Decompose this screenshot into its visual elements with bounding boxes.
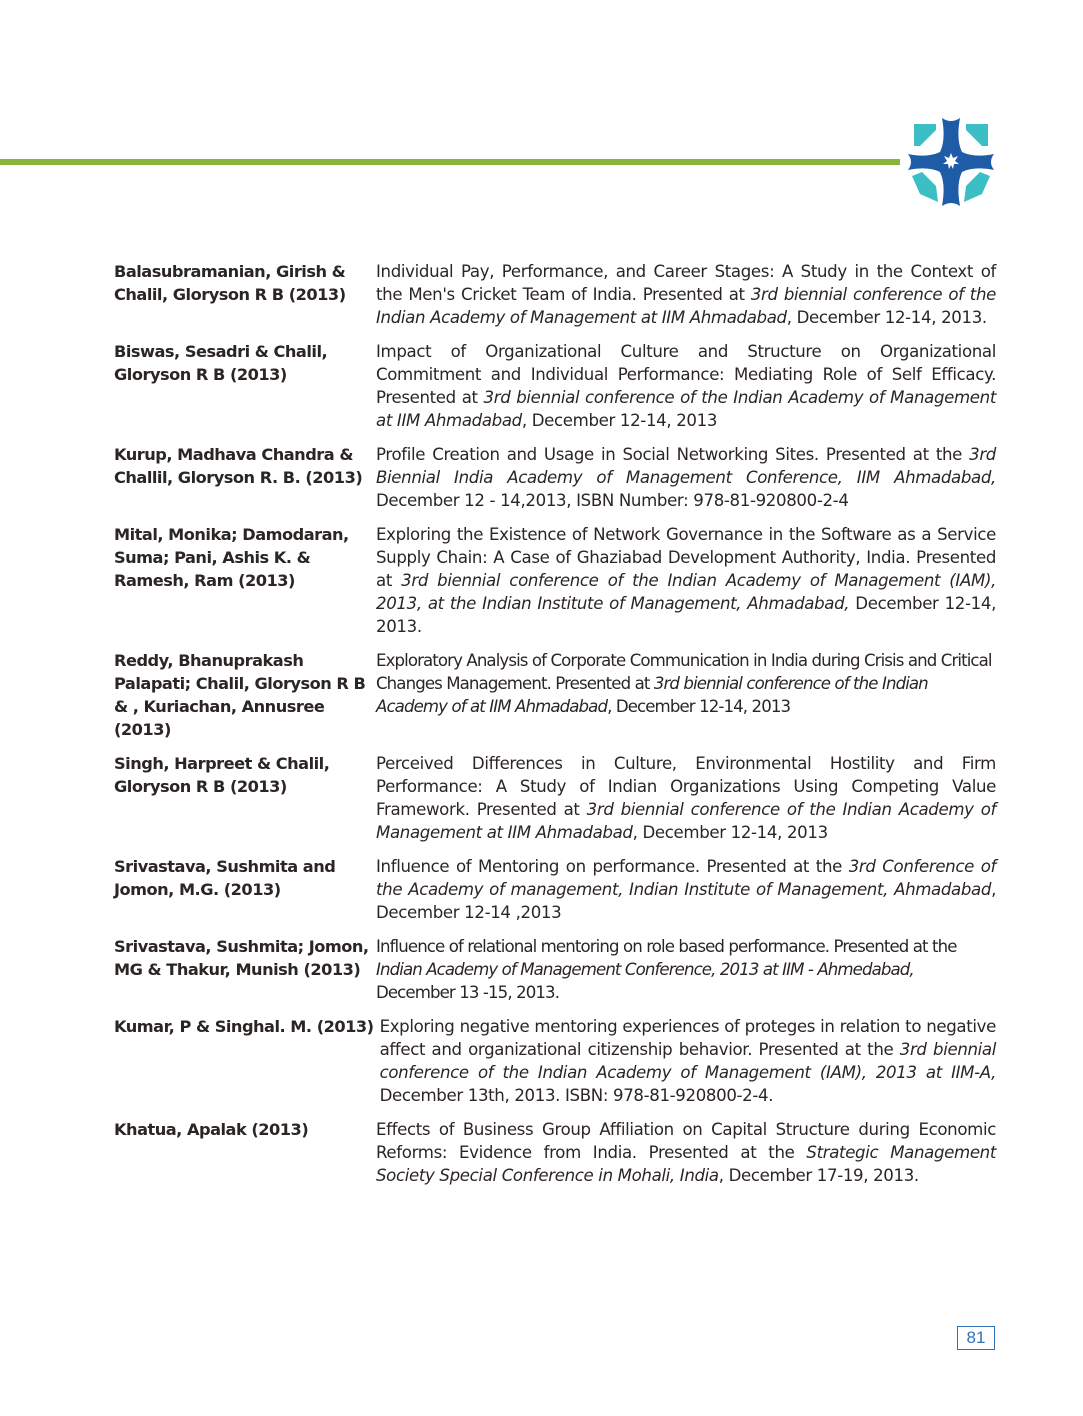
entry-venue: 3rd biennial conference of the Indian Academy of Management at IIM Ahmadabad <box>376 388 996 430</box>
cross-emblem-logo-icon <box>906 116 996 208</box>
entry-description <box>376 523 996 638</box>
entry-date: , December 17-19, 2013. <box>718 1166 919 1185</box>
entry-date: , December 12-14, 2013 <box>521 411 718 430</box>
entry-authors: Srivastava, Sushmita and Jomon, M.G. (2013) <box>114 857 336 899</box>
entry-venue: 3rd biennial conference of the Indian Academy of Management (IAM), 2013 at IIM-A, <box>379 1040 996 1082</box>
publication-entry <box>114 443 996 512</box>
entry-authors: Khatua, Apalak (2013) <box>114 1120 309 1139</box>
entry-title: Impact of Organizational Culture and Structure on Organizational Commitment and Individual Performance: Mediating Role of Self Efficacy. Presented at <box>376 342 996 407</box>
entry-authors: Balasubramanian, Girish & Chalil, Gloryson R B (2013) <box>114 262 346 304</box>
entry-authors: Srivastava, Sushmita; Jomon, MG & Thakur, Munish (2013) <box>114 937 369 979</box>
publication-entry <box>114 340 996 432</box>
publication-entry <box>114 523 996 638</box>
entry-description <box>376 1118 996 1187</box>
entry-description <box>380 1015 996 1107</box>
publication-entry <box>114 855 996 924</box>
entry-date: December 13th, 2013. ISBN: 978-81-920800-2-4. <box>379 1086 774 1105</box>
entry-description <box>376 855 996 924</box>
entry-title: Exploring negative mentoring experiences of proteges in relation to negative affect and organizational citizenship behavior. Presented at the <box>379 1017 996 1059</box>
entry-date: December 12-14, 2013. <box>376 594 996 636</box>
entry-venue: 3rd biennial conference of the Indian Academy of Management at IIM Ahmadabad <box>376 800 996 842</box>
entry-description <box>376 340 996 432</box>
entry-venue: 3rd Conference of the Academy of management, Indian Institute of Management, Ahmadabad <box>376 857 996 899</box>
entry-venue: 3rd biennial conference of the Indian Academy of Management at IIM Ahmadabad <box>376 285 996 327</box>
publication-list <box>114 260 996 1198</box>
entry-venue: Indian Academy of Management Conference, 2013 at IIM - Ahmedabad, <box>376 960 914 979</box>
entry-venue: 3rd biennial conference of the Indian Academy of at IIM Ahmadabad <box>376 674 928 716</box>
publication-entry <box>114 935 996 1004</box>
entry-description <box>376 260 996 329</box>
entry-authors: Kurup, Madhava Chandra & Challil, Gloryson R. B. (2013) <box>114 445 363 487</box>
entry-title: Profile Creation and Usage in Social Networking Sites. Presented at the <box>376 445 970 464</box>
publication-entry <box>114 649 996 741</box>
entry-venue: Strategic Management Society Special Conference in Mohali, India <box>376 1143 996 1185</box>
entry-authors: Mital, Monika; Damodaran, Suma; Pani, Ashis K. & Ramesh, Ram (2013) <box>114 525 349 590</box>
entry-date: , December 12-14, 2013. <box>786 308 987 327</box>
entry-date: , December 12-14, 2013 <box>632 823 828 842</box>
entry-description <box>376 935 996 1004</box>
entry-date: , December 12-14 ,2013 <box>376 880 996 922</box>
entry-authors: Singh, Harpreet & Chalil, Gloryson R B (2013) <box>114 754 330 796</box>
entry-authors: Biswas, Sesadri & Chalil, Gloryson R B (2013) <box>114 342 328 384</box>
entry-title: Perceived Differences in Culture, Environmental Hostility and Firm Performance: A Study of Indian Organizations Using Competing Value Framework. Presented at <box>376 754 996 819</box>
entry-description <box>376 649 996 741</box>
page-number: 81 <box>957 1326 995 1350</box>
entry-title: Influence of relational mentoring on role based performance. Presented at the <box>376 937 957 956</box>
entry-title: Exploratory Analysis of Corporate Communication in India during Crisis and Critical Changes Management. Presented at <box>376 651 992 693</box>
entry-description <box>376 443 996 512</box>
entry-title: Influence of Mentoring on performance. Presented at the <box>376 857 849 876</box>
entry-venue: 3rd Biennial India Academy of Management Conference, IIM Ahmadabad, <box>376 445 996 487</box>
entry-authors: Kumar, P & Singhal. M. (2013) <box>114 1017 374 1036</box>
entry-title: Effects of Business Group Affiliation on Capital Structure during Economic Reforms: Evidence from India. Presented at the <box>376 1120 996 1162</box>
entry-venue: 3rd biennial conference of the Indian Academy of Management (IAM), 2013, at the Indian Institute of Management, Ahmadabad, <box>376 571 996 613</box>
publication-entry <box>114 1015 996 1107</box>
publication-entry <box>114 260 996 329</box>
entry-date: December 13 -15, 2013. <box>376 983 560 1002</box>
entry-description <box>376 752 996 844</box>
entry-date: December 12 - 14,2013, ISBN Number: 978-81-920800-2-4 <box>376 491 849 510</box>
entry-title: Exploring the Existence of Network Governance in the Software as a Service Supply Chain: A Case of Ghaziabad Development Authority, India. Presented at <box>376 525 996 590</box>
entry-date: , December 12-14, 2013 <box>607 697 791 716</box>
entry-authors: Reddy, Bhanuprakash Palapati; Chalil, Gloryson R B & , Kuriachan, Annusree (2013) <box>114 651 366 739</box>
header-accent-bar <box>0 159 900 165</box>
publication-entry <box>114 1118 996 1187</box>
publication-entry <box>114 752 996 844</box>
entry-title: Individual Pay, Performance, and Career Stages: A Study in the Context of the Men's Cricket Team of India. Presented at <box>376 262 996 304</box>
